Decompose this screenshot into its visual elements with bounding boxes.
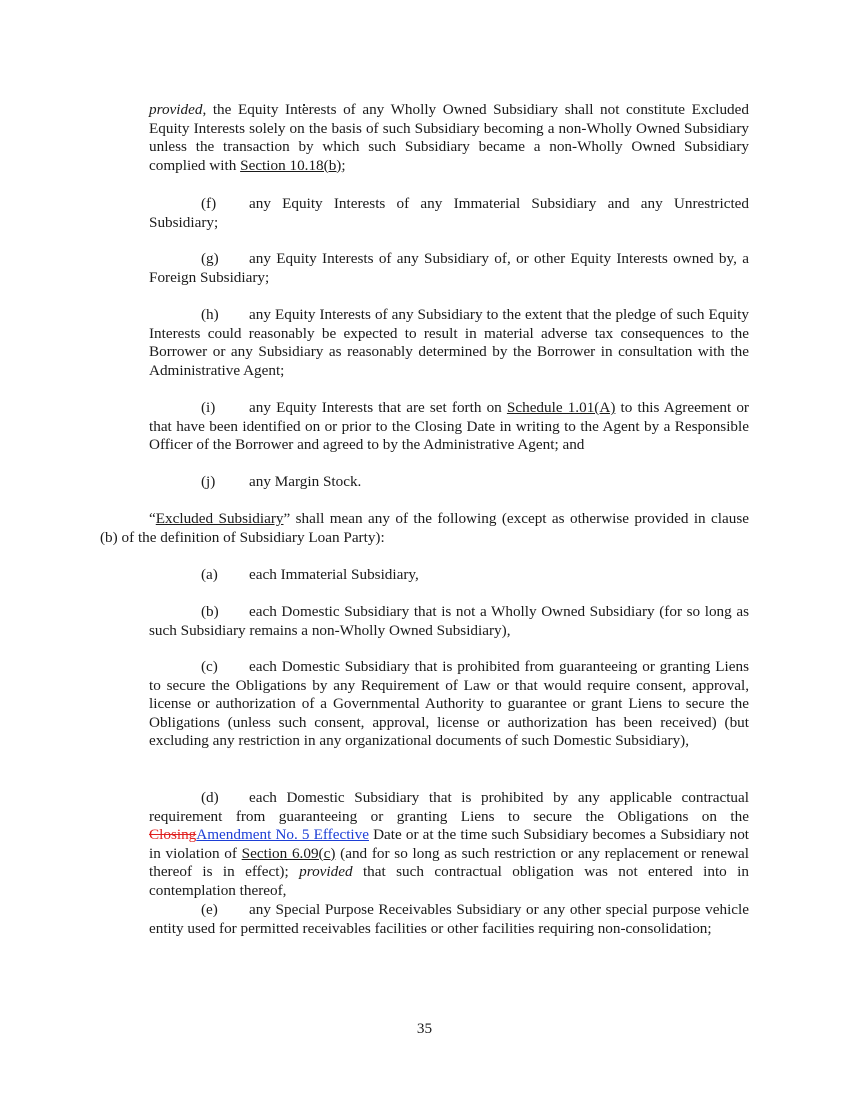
item-h bbox=[149, 306, 749, 380]
item-text: each Immaterial Subsidiary, bbox=[249, 566, 419, 583]
provided-italic: provided bbox=[299, 863, 353, 881]
intro-end: ; bbox=[341, 156, 346, 174]
item-label: (b) bbox=[201, 603, 219, 620]
item-text-cont2: (and for so long as such restriction or any replacement or renewal thereof is in effect); bbox=[149, 844, 749, 881]
item-label: (j) bbox=[201, 473, 216, 490]
item-label: (d) bbox=[201, 789, 219, 806]
item-b bbox=[149, 603, 749, 640]
item-d bbox=[149, 789, 749, 901]
open-quote: “ bbox=[149, 510, 156, 527]
provided-italic: provided bbox=[149, 101, 203, 118]
item-label: (i) bbox=[201, 399, 216, 416]
intro-text: , the Equity Interests of any Wholly Owned Subsidiary shall not constitute Excluded Equity Interests solely on the basis of such Subsidiary becoming a non-Wholly Owned Subsidiary unless the transaction by which such Subsidiary became a non-Wholly Owned Subsidiary complied with bbox=[149, 101, 749, 174]
defined-term: Excluded Subsidiary bbox=[155, 510, 284, 527]
close-quote: ” bbox=[283, 510, 291, 527]
item-text: any Equity Interests of any Subsidiary of, or other Equity Interests owned by, a Foreign Subsidiary; bbox=[149, 250, 749, 286]
page-number: 35 bbox=[416, 1020, 433, 1037]
section-6-09-c-link[interactable]: Section 6.09(c) bbox=[241, 844, 336, 862]
section-10-18-b-link[interactable]: Section 10.18(b) bbox=[240, 156, 342, 174]
definition-text: shall mean any of the following (except as otherwise provided in clause (b) of the definition of Subsidiary Loan Party): bbox=[100, 510, 749, 546]
item-label: (a) bbox=[201, 566, 218, 583]
item-text: each Domestic Subsidiary that is prohibited by any applicable contractual requirement from guaranteeing or granting Liens to secure the Obligations on the bbox=[149, 789, 749, 825]
item-text: any Equity Interests of any Immaterial Subsidiary and any Unrestricted Subsidiary; bbox=[149, 195, 749, 231]
item-c bbox=[149, 658, 749, 751]
item-text: any Margin Stock. bbox=[249, 473, 362, 490]
item-label: (g) bbox=[201, 250, 219, 267]
inserted-text: Amendment No. 5 Effective bbox=[196, 826, 369, 844]
item-text-end: that such contractual obligation was not entered into in contemplation thereof, bbox=[149, 863, 749, 899]
definition-excluded-subsidiary bbox=[100, 510, 749, 547]
item-label: (f) bbox=[201, 195, 217, 212]
item-label: (c) bbox=[201, 658, 218, 675]
item-text: any Special Purpose Receivables Subsidiary or any other special purpose vehicle entity used for permitted receivables facilities or other facilities requiring non-consolidation; bbox=[149, 901, 749, 937]
item-label: (h) bbox=[201, 306, 219, 323]
item-text: any Equity Interests of any Subsidiary to the extent that the pledge of such Equity Interests could reasonably be expected to result in material adverse tax consequences to the Borrower or any Subsidiary as reasonably determined by the Borrower in consultation with the Administrative Agent; bbox=[149, 306, 749, 379]
item-f bbox=[149, 195, 749, 232]
item-text: each Domestic Subsidiary that is prohibited from guaranteeing or granting Liens to secure the Obligations by any Requirement of Law or that would require consent, approval, license or authorization of a Governmental Authority to guarantee or grant Liens to secure the Obligations (unless such consent, approval, license or authorization has been received) (but excluding any restriction in any organizational documents of such Domestic Subsidiary), bbox=[149, 658, 749, 750]
item-a bbox=[149, 566, 749, 585]
schedule-1-01-a-link[interactable]: Schedule 1.01(A) bbox=[506, 399, 616, 416]
item-text: any Equity Interests that are set forth on bbox=[249, 399, 507, 416]
item-j bbox=[149, 473, 749, 492]
paragraph-provided bbox=[149, 101, 749, 175]
item-g bbox=[149, 250, 749, 287]
item-i bbox=[149, 399, 749, 455]
item-label: (e) bbox=[201, 901, 218, 918]
item-text: each Domestic Subsidiary that is not a Wholly Owned Subsidiary (for so long as such Subsidiary remains a non-Wholly Owned Subsidiary), bbox=[149, 603, 749, 639]
item-text-cont: to this Agreement or that have been identified on or prior to the Closing Date in writing to the Agent by a Responsible Officer of the Borrower and agreed to by the Administrative Agent; and bbox=[149, 399, 749, 454]
item-text-cont: Date or at the time such Subsidiary becomes a Subsidiary not in violation of bbox=[149, 826, 750, 862]
deleted-text: Closing bbox=[149, 826, 197, 844]
item-e bbox=[149, 901, 749, 938]
